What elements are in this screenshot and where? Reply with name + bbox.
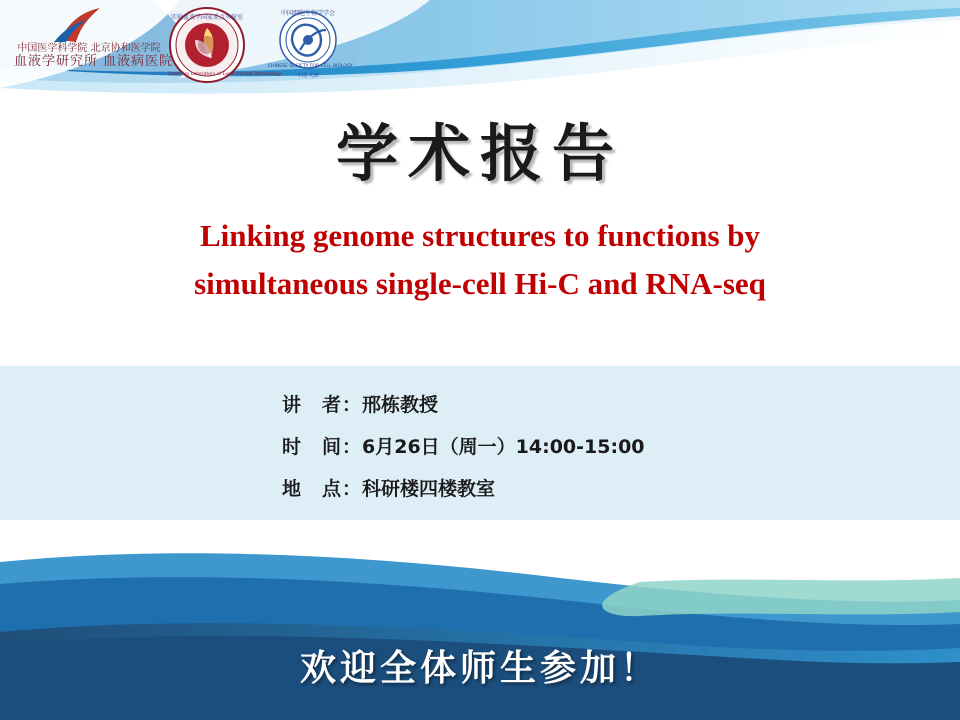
event-details-list [282, 384, 645, 510]
page-title: 学术报告 [335, 117, 624, 190]
speaker-value: 邢栋教授 [362, 394, 439, 416]
talk-subtitle-line2: simultaneous single-cell Hi-C and RNA-seq [194, 266, 766, 301]
event-details-band [0, 366, 960, 520]
swoosh-icon [52, 6, 112, 44]
talk-subtitle [60, 212, 900, 308]
cams-pumc-line1: 中国医学科学院 北京协和医学院 [17, 43, 161, 54]
chinese-society-cell-biology-logo [268, 6, 353, 84]
hematology-seal-bottom-text: State Key Laboratory of Experimental Hematology [168, 72, 282, 77]
time-value: 6月26日（周一）14:00-15:00 [362, 436, 645, 458]
cell-society-sub-text: 中国·天津 [297, 73, 319, 79]
cams-pumc-logo [14, 6, 174, 82]
event-detail-time [282, 426, 645, 468]
cams-pumc-line2: 血液学研究所 血液病医院 [14, 54, 174, 69]
time-label: 时 间： [282, 436, 363, 458]
speaker-label: 讲 者： [282, 394, 363, 416]
talk-subtitle-line1: Linking genome structures to functions by [199, 218, 761, 253]
welcome-message: 欢迎全体师生参加！ [299, 648, 660, 689]
cell-society-bottom-text: CHINESE SOCIETY FOR CELL BIOLOGY [268, 64, 353, 69]
event-detail-location [282, 468, 645, 510]
hematology-key-lab-seal [168, 6, 282, 84]
cams-pumc-logo-text [14, 42, 174, 69]
event-detail-speaker [282, 384, 645, 426]
location-value: 科研楼四楼教室 [362, 478, 496, 500]
hematology-seal-top-text: 实验血液学国家重点实验室 [170, 14, 243, 21]
cell-society-top-text: 中国细胞生物学学会 [280, 10, 335, 17]
location-label: 地 点： [282, 478, 363, 500]
logo-row [0, 0, 960, 96]
